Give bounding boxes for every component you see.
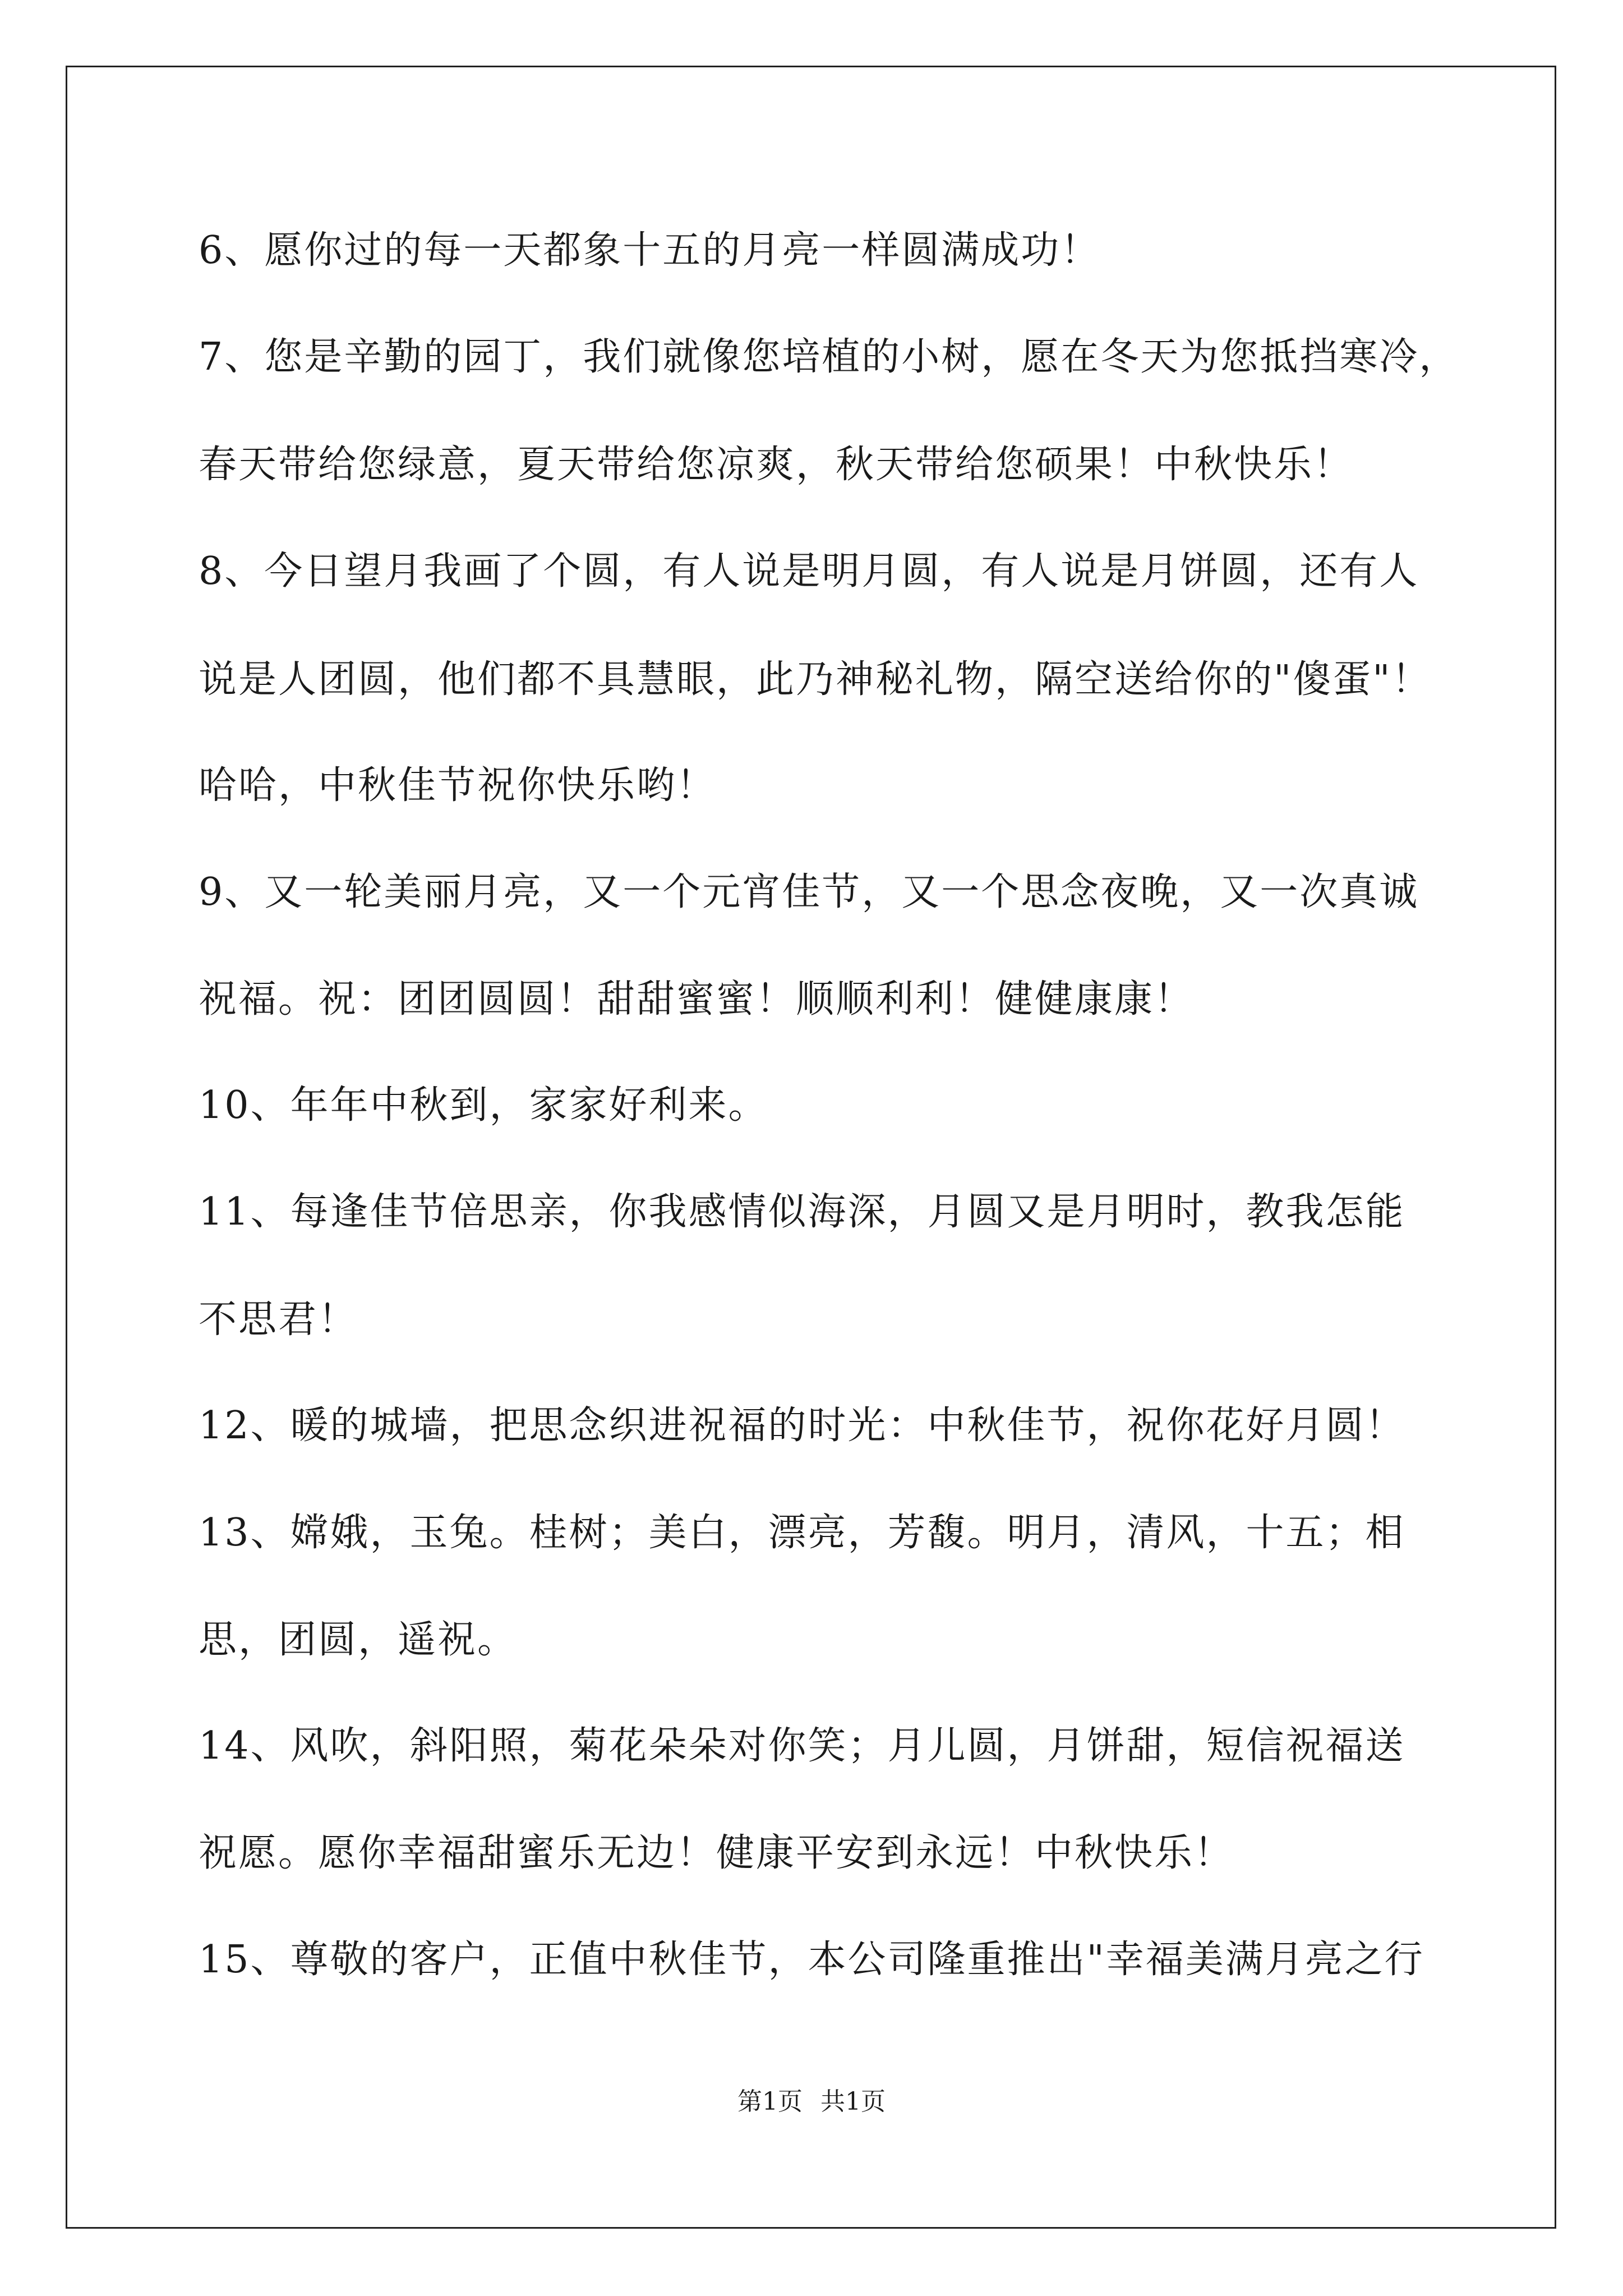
text-line: 哈哈，中秋佳节祝你快乐哟！ — [199, 763, 717, 808]
text-line: 祝愿。愿你幸福甜蜜乐无边！健康平安到永远！中秋快乐！ — [199, 1831, 1234, 1875]
text-line: 14、风吹，斜阳照，菊花朵朵对你笑；月儿圆，月饼甜，短信祝福送 — [199, 1724, 1405, 1768]
text-line: 13、嫦娥，玉兔。桂树；美白，漂亮，芳馥。明月，清风，十五；相 — [199, 1511, 1405, 1555]
text-line: 12、暖的城墙，把思念织进祝福的时光：中秋佳节，祝你花好月圆！ — [199, 1404, 1405, 1448]
text-line: 说是人团圆，他们都不具慧眼，此乃神秘礼物，隔空送给你的"傻蛋"！ — [199, 657, 1432, 702]
text-line: 祝福。祝：团团圆圆！甜甜蜜蜜！顺顺利利！健健康康！ — [199, 977, 1195, 1022]
text-line: 8、今日望月我画了个圆，有人说是明月圆，有人说是月饼圆，还有人 — [199, 549, 1419, 593]
text-line: 7、您是辛勤的园丁，我们就像您培植的小树，愿在冬天为您抵挡寒冷， — [199, 335, 1459, 379]
text-line: 春天带给您绿意，夏天带给您凉爽，秋天带给您硕果！中秋快乐！ — [199, 443, 1354, 487]
text-line: 9、又一轮美丽月亮，又一个元宵佳节，又一个思念夜晚，又一次真诚 — [199, 870, 1419, 914]
page-footer — [0, 2087, 1623, 2116]
page-number: 第1页 — [737, 2087, 803, 2116]
page-total: 共1页 — [820, 2087, 886, 2116]
text-line: 11、每逢佳节倍思亲，你我感情似海深，月圆又是月明时，教我怎能 — [199, 1190, 1405, 1234]
text-line: 不思君！ — [199, 1297, 358, 1342]
page-border — [66, 66, 1556, 2229]
text-line: 10、年年中秋到，家家好利来。 — [199, 1083, 768, 1128]
text-line: 思，团圆，遥祝。 — [199, 1618, 518, 1662]
text-line: 15、尊敬的客户，正值中秋佳节，本公司隆重推出"幸福美满月亮之行 — [199, 1938, 1424, 1982]
text-line: 6、愿你过的每一天都象十五的月亮一样圆满成功！ — [199, 228, 1101, 273]
